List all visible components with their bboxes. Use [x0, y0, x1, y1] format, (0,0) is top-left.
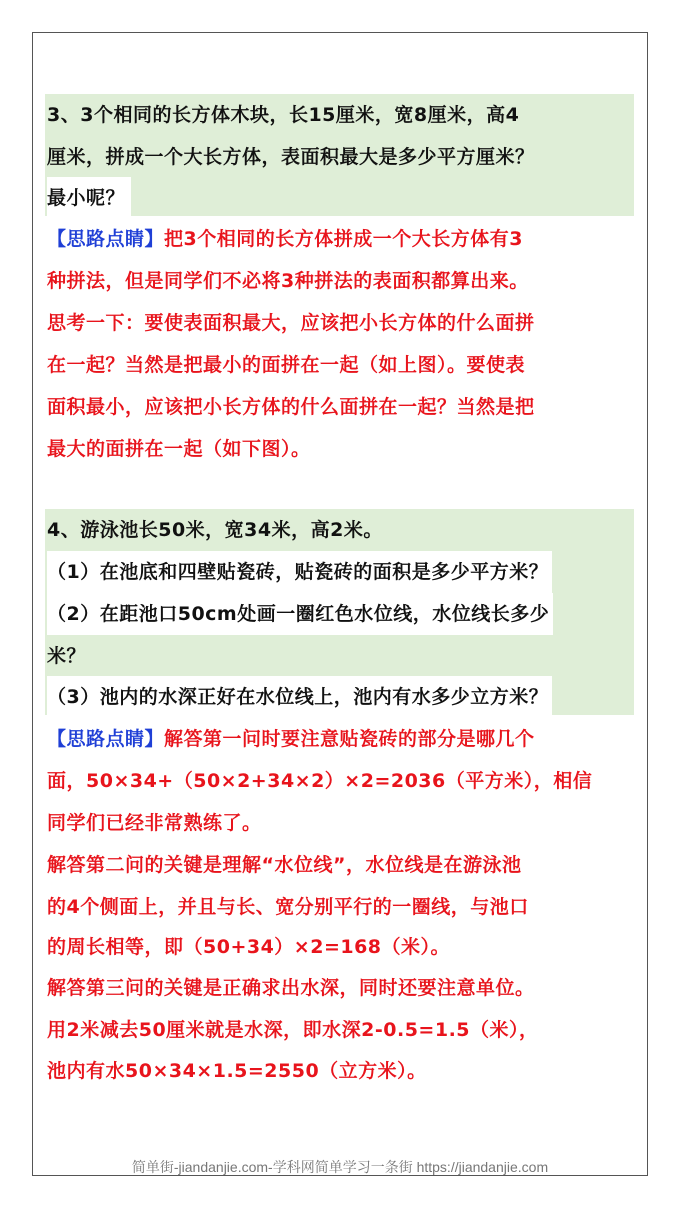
answer-4-line-1 [47, 718, 535, 760]
question-3-line-1: 3、3个相同的长方体木块，长15厘米，宽8厘米，高4 [47, 104, 520, 126]
question-4-line-5 [47, 676, 552, 718]
answer-3-line-2: 种拼法，但是同学们不必将3种拼法的表面积都算出来。 [47, 270, 529, 292]
answer-3-line-5: 面积最小，应该把小长方体的什么面拼在一起？当然是把 [47, 396, 535, 418]
answer-4-line-9: 池内有水50×34×1.5=2550（立方米）。 [47, 1060, 427, 1082]
answer-4-line-3: 同学们已经非常熟练了。 [47, 812, 262, 834]
page-footer: 简单街-jiandanjie.com-学科网简单学习一条街 https://jiandanjie.com [131, 1159, 549, 1175]
answer-4-line-2: 面，50×34+（50×2+34×2）×2=2036（平方米），相信 [47, 770, 593, 792]
question-3-line-2: 厘米，拼成一个大长方体，表面积最大是多少平方厘米？ [47, 146, 535, 168]
answer-4-line-8: 用2米减去50厘米就是水深，即水深2-0.5=1.5（米）， [47, 1019, 539, 1041]
answer-4-line-7: 解答第三问的关键是正确求出水深，同时还要注意单位。 [47, 977, 535, 999]
answer-4-line-1-text: 解答第一问时要注意贴瓷砖的部分是哪几个 [164, 728, 535, 750]
question-4-line-2 [47, 551, 552, 593]
question-4-line-2-text: （1）在池底和四壁贴瓷砖，贴瓷砖的面积是多少平方米？ [47, 561, 549, 583]
question-4-line-1: 4、游泳池长50米，宽34米，高2米。 [47, 519, 383, 541]
question-4-line-3-text: （2）在距池口50cm处画一圈红色水位线，水位线长多少 [47, 603, 550, 625]
answer-3-line-1 [47, 218, 523, 260]
question-4-line-5-text: （3）池内的水深正好在水位线上，池内有水多少立方米？ [47, 686, 549, 708]
answer-4-line-5: 的4个侧面上，并且与长、宽分别平行的一圈线，与池口 [47, 896, 529, 918]
answer-4-line-6: 的周长相等，即（50+34）×2=168（米）。 [47, 936, 451, 958]
answer-4-tag: 【思路点睛】 [47, 728, 165, 750]
answer-3-tag: 【思路点睛】 [47, 228, 165, 250]
question-4-line-3 [47, 593, 553, 635]
answer-3-line-4: 在一起？当然是把最小的面拼在一起（如上图）。要使表 [47, 354, 526, 376]
answer-3-line-1-text: 把3个相同的长方体拼成一个大长方体有3 [164, 228, 523, 250]
answer-3-line-3: 思考一下：要使表面积最大，应该把小长方体的什么面拼 [47, 312, 535, 334]
question-3-highlight-gap [166, 176, 634, 216]
question-4-line-4: 米？ [47, 645, 87, 667]
question-3-line-3 [47, 177, 131, 219]
answer-3-line-6: 最大的面拼在一起（如下图）。 [47, 438, 311, 460]
answer-4-line-4: 解答第二问的关键是理解“水位线”，水位线是在游泳池 [47, 854, 522, 876]
question-3-line-3-text: 最小呢？ [47, 187, 126, 209]
